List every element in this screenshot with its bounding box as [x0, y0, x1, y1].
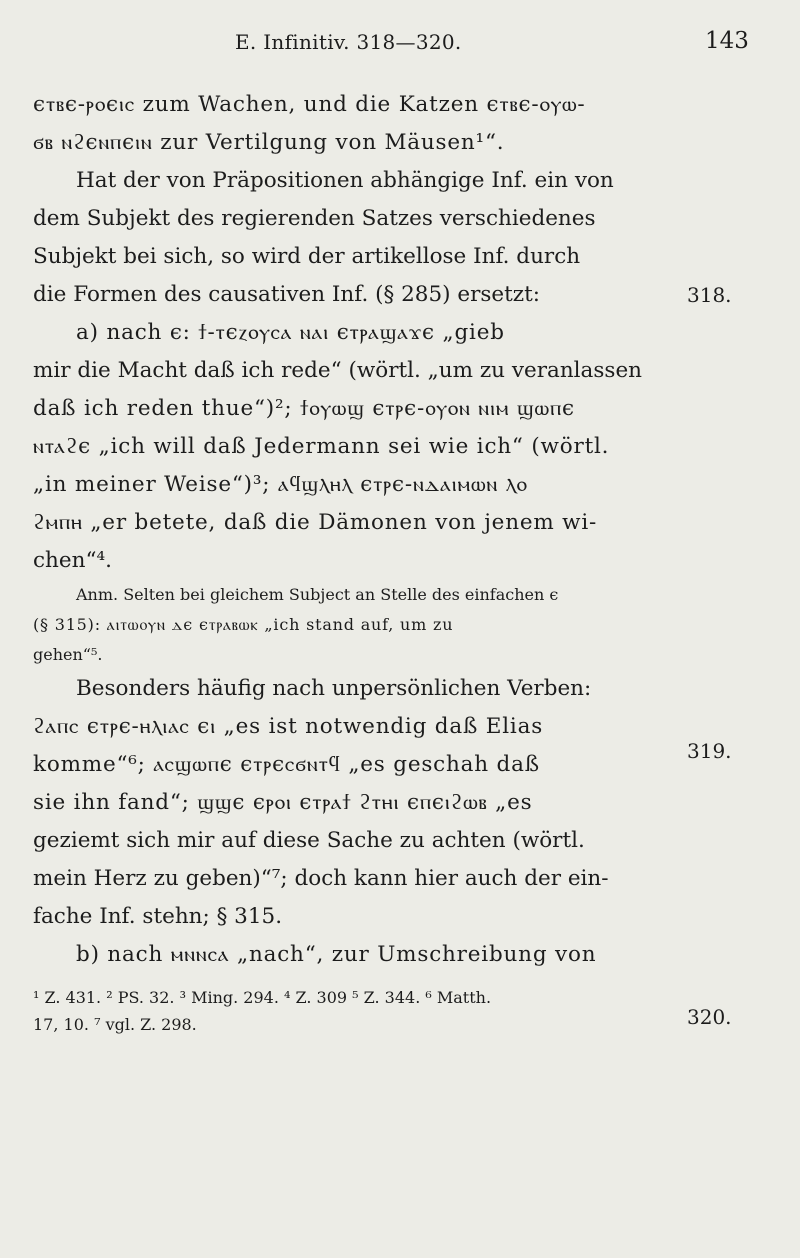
text-line: daß ich reden thue“)²; ϯⲟⲩⲱϣ ϵⲧⲣϵ-ⲟⲩⲟⲛ ⲛⲓⲙ ϣⲱⲡϵ: [33, 396, 575, 421]
text-line: Subjekt bei sich, so wird der artikellose Inf. durch: [33, 244, 581, 269]
text-line: fache Inf. stehn; § 315.: [33, 904, 283, 929]
text-line: b) nach ⲙⲛⲛⲥⲁ „nach“, zur Umschreibung von: [76, 942, 597, 967]
text-line: ϵⲧⲃϵ-ⲣⲟϵⲓⲥ zum Wachen, und die Katzen ϵⲧⲃϵ-ⲟⲩⲱ-: [33, 92, 586, 117]
text-line: chen“⁴.: [33, 548, 112, 573]
text-line: [33, 162, 688, 200]
footnote-separator: [33, 974, 688, 984]
text-line-content: Hat der von Präpositionen abhängige Inf. ein von: [76, 168, 614, 193]
main-text: [33, 86, 688, 1038]
footnote-line: ¹ Z. 431. ² PS. 32. ³ Ming. 294. ⁴ Z. 309 ⁵ Z. 344. ⁶ Matth.: [33, 988, 492, 1007]
margin-number-320: 320.: [687, 1005, 732, 1029]
margin-number-319: 319.: [687, 739, 732, 763]
text-line: mir die Macht daß ich rede“ (wörtl. „um zu veranlassen: [33, 358, 643, 383]
text-line: Besonders häufig nach unpersönlichen Verben:: [76, 676, 592, 701]
text-line: die Formen des causativen Inf. (§ 285) ersetzt:: [33, 282, 540, 307]
text-line: geziemt sich mir auf diese Sache zu achten (wörtl.: [33, 828, 585, 853]
text-line: a) nach ϵ: ϯ-ⲧϵⲍⲟⲩⲥⲁ ⲛⲁⲓ ϵⲧⲣⲁϣⲁϫϵ „gieb: [76, 320, 505, 345]
text-line: ϩⲙⲡⲏ „er betete, daß die Dämonen von jenem wi-: [33, 510, 598, 535]
margin-number-318: 318.: [687, 283, 732, 307]
footnote-line: 17, 10. ⁷ vgl. Z. 298.: [33, 1015, 197, 1034]
running-head: [0, 28, 800, 58]
running-head-title: E. Infinitiv. 318—320.: [235, 30, 462, 54]
text-line: mein Herz zu geben)“⁷; doch kann hier auch der ein-: [33, 866, 609, 891]
annotation-line: Anm. Selten bei gleichem Subject an Stelle des einfachen ϵ: [76, 585, 559, 604]
text-line: komme“⁶; ⲁⲥϣⲱⲡϵ ϵⲧⲣϵⲥϭⲛⲧϥ „es geschah daß: [33, 752, 540, 777]
text-line: ϩⲁⲡⲥ ϵⲧⲣϵ-ⲏⲗⲓⲁⲥ ϵⲓ „es ist notwendig daß Elias: [33, 714, 544, 739]
text-line: ϭⲃ ⲛϩϵⲛⲡϵⲓⲛ zur Vertilgung von Mäusen¹“.: [33, 130, 505, 155]
text-line: sie ihn fand“; ϣϣϵ ϵⲣⲟⲓ ϵⲧⲣⲁϯ ϩⲧⲏⲓ ϵⲡϵⲓϩⲱⲃ „es: [33, 790, 533, 815]
annotation-line: (§ 315): ⲁⲓⲧⲱⲟⲩⲛ ⲇϵ ϵⲧⲣⲁⲃⲱⲕ „ich stand auf, um zu: [33, 615, 454, 634]
text-line: ⲛⲧⲁϩϵ „ich will daß Jedermann sei wie ich“ (wörtl.: [33, 434, 610, 459]
annotation-line: gehen“⁵.: [33, 645, 103, 664]
page-number: 143: [705, 28, 749, 54]
text-line: „in meiner Weise“)³; ⲁϥϣⲗⲏⲗ ϵⲧⲣϵ-ⲛⲇⲁⲓⲙⲱⲛ ⲗⲟ: [33, 472, 528, 497]
text-line: dem Subjekt des regierenden Satzes verschiedenes: [33, 206, 596, 231]
